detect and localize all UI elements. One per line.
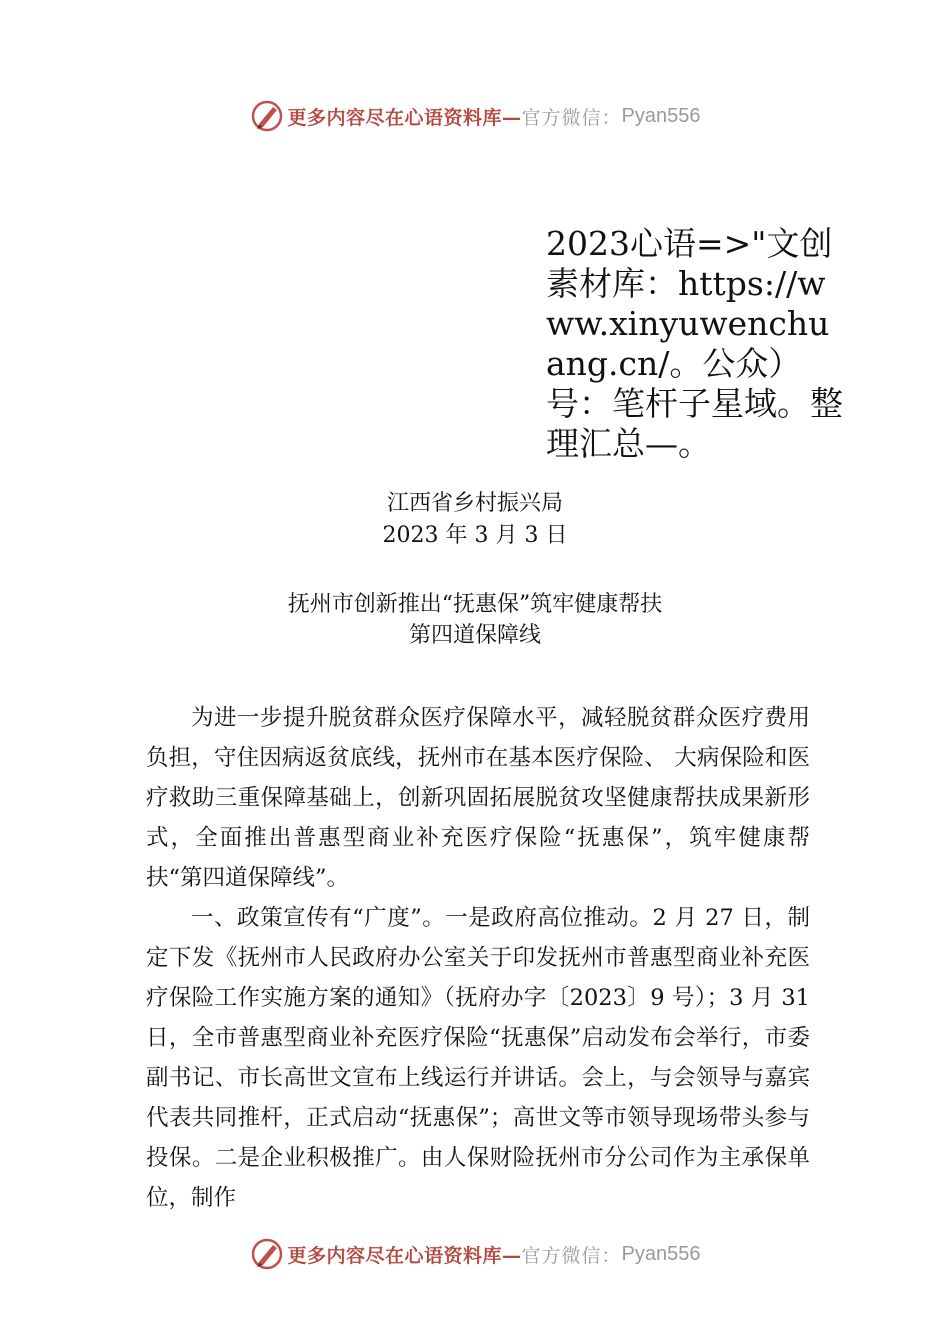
watermark-wechat-id: Pyan556 xyxy=(621,1242,701,1265)
article-title-line-2: 第四道保障线 xyxy=(408,623,541,648)
overlay-promo-text: 2023心语=>"文创素材库：https://www.xinyuwenchuang.cn/。公众）号：笔杆子星域。整理汇总—。 xyxy=(546,224,843,463)
paragraph: 为进一步提升脱贫群众医疗保障水平，减轻脱贫群众医疗费用负担，守住因病返贫底线，抚州市在基本医疗保险、 大病保险和医疗救助三重保障基础上，创新巩固拓展脱贫攻坚健康帮扶成果新形式，全面推出普惠型商业补充医疗保险“抚惠保”，筑牢健康帮扶“第四道保障线”。 xyxy=(146,705,810,891)
watermark-wechat-id: Pyan556 xyxy=(621,104,701,127)
watermark-text: 更多内容尽在心语资料库— xyxy=(287,106,522,129)
issuer-name: 江西省乡村振兴局 xyxy=(386,491,563,516)
footer-watermark xyxy=(0,1234,950,1274)
pen-logo-icon xyxy=(250,99,284,133)
watermark-wechat-label: 官方微信： xyxy=(521,1244,622,1267)
article-body xyxy=(146,698,810,1218)
header-watermark xyxy=(0,96,950,136)
paragraph: 一、政策宣传有“广度”。一是政府高位推动。2 月 27 日，制定下发《抚州市人民政府办公室关于印发抚州市普惠型商业补充医疗保险工作实施方案的通知》（抚府办字〔2023〕9 号）；3 月 31 日，全市普惠型商业补充医疗保险“抚惠保”启动发布会举行，市委副书记、市长高世文宣布上线运行并讲话。会上，与会领导与嘉宾代表共同推杆，正式启动“抚惠保”；高世文等市领导现场带头参与投保。二是企业积极推广。由人保财险抚州市分公司作为主承保单位，制作 xyxy=(146,905,810,1211)
watermark-wechat-label: 官方微信： xyxy=(521,106,622,129)
watermark-text: 更多内容尽在心语资料库— xyxy=(287,1244,522,1267)
issue-date: 2023 年 3 月 3 日 xyxy=(382,523,568,548)
pen-logo-icon xyxy=(250,1237,284,1271)
article-title-line-1: 抚州市创新推出“抚惠保”筑牢健康帮扶 xyxy=(287,592,663,617)
